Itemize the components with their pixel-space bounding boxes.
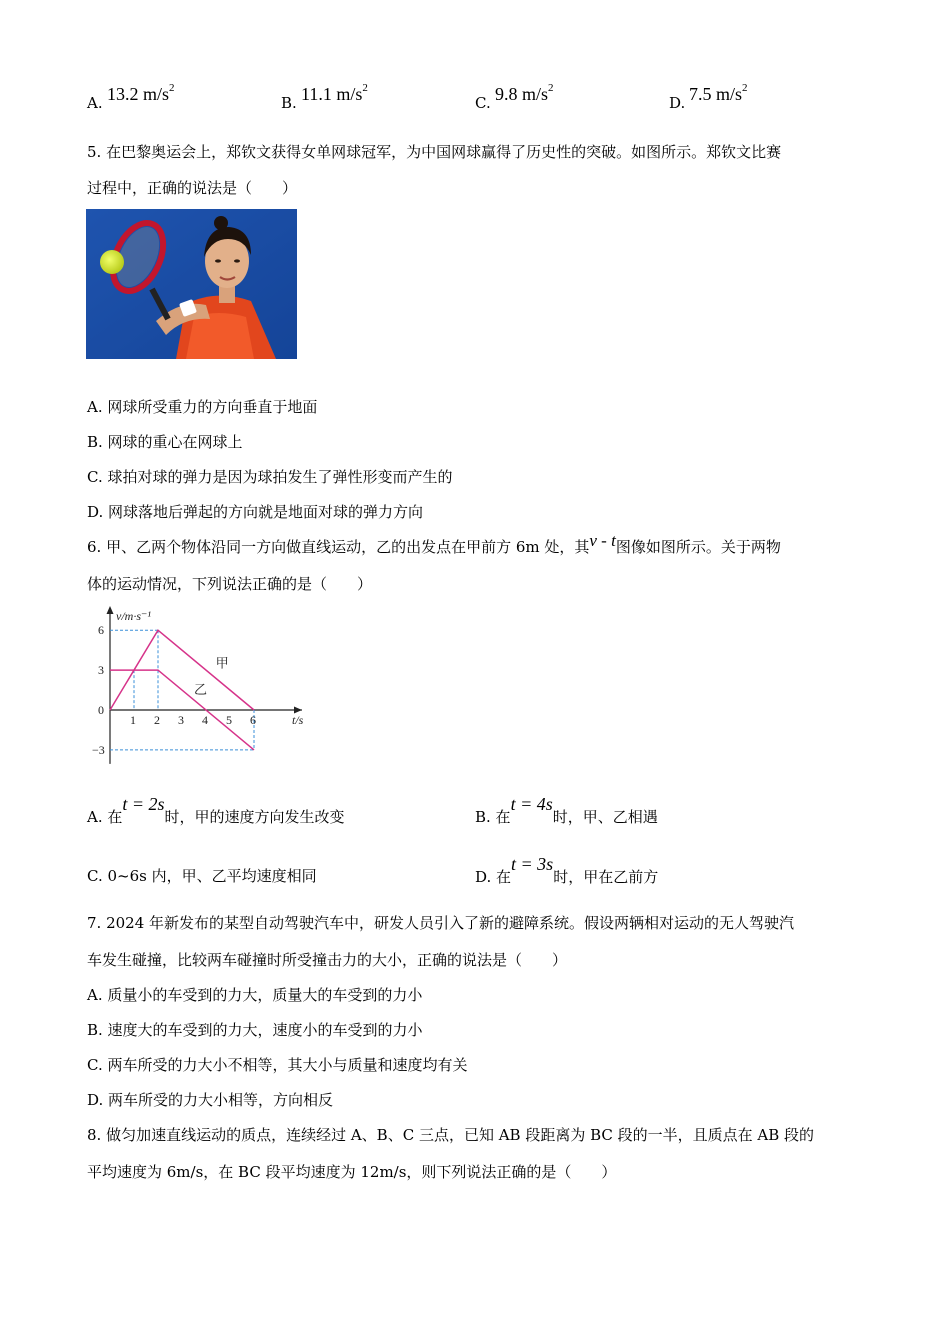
q7-stem-line1: 7. 2024 年新发布的某型自动驾驶汽车中，研发人员引入了新的避障系统。假设两辆相对运动的无人驾驶汽 bbox=[87, 914, 795, 932]
x-tick-label: 1 bbox=[130, 713, 136, 727]
q6-option-b: B. 在t = 4s时，甲、乙相遇 bbox=[475, 794, 658, 826]
q7-option-d: D. 两车所受的力大小相等，方向相反 bbox=[87, 1091, 334, 1109]
q4-option-a: A. 13.2 $m/s^2$ bbox=[87, 82, 175, 112]
q7-option-c: C. 两车所受的力大小不相等，其大小与质量和速度均有关 bbox=[87, 1056, 468, 1074]
vt-chart bbox=[86, 600, 326, 770]
q5-option-d: D. 网球落地后弹起的方向就是地面对球的弹力方向 bbox=[87, 503, 424, 521]
q5-option-a: A. 网球所受重力的方向垂直于地面 bbox=[87, 398, 318, 416]
y-axis-arrow bbox=[107, 606, 114, 614]
q8-stem-line1: 8. 做匀加速直线运动的质点，连续经过 A、B、C 三点，已知 AB 段距离为 BC 段的一半，且质点在 AB 段的 bbox=[87, 1126, 815, 1144]
series-label-yi: 乙 bbox=[194, 682, 208, 698]
x-axis-label: t/s bbox=[292, 713, 304, 727]
series-label-jia: 甲 bbox=[215, 655, 229, 671]
y-tick-label: 0 bbox=[98, 703, 104, 717]
q5-option-b: B. 网球的重心在网球上 bbox=[87, 433, 243, 451]
x-tick-label: 6 bbox=[250, 713, 256, 727]
q7-option-a: A. 质量小的车受到的力大，质量大的车受到的力小 bbox=[87, 986, 423, 1004]
q5-option-c: C. 球拍对球的弹力是因为球拍发生了弹性形变而产生的 bbox=[87, 468, 453, 486]
q6-option-a: A. 在t = 2s时，甲的速度方向发生改变 bbox=[87, 794, 345, 826]
q6-stem-line1: 6. 甲、乙两个物体沿同一方向做直线运动，乙的出发点在甲前方 6m 处，其v - t图像如图所示。关于两物 bbox=[87, 531, 781, 556]
y-axis-label: v/m·s⁻¹ bbox=[116, 609, 151, 623]
x-tick-label: 3 bbox=[178, 713, 184, 727]
q4-option-b: B. 11.1 $m/s^2$ bbox=[281, 82, 368, 112]
q7-stem-line2: 车发生碰撞，比较两车碰撞时所受撞击力的大小，正确的说法是（ ） bbox=[87, 951, 568, 969]
q5-stem-line2: 过程中，正确的说法是（ ） bbox=[87, 179, 298, 197]
tennis-photo-illustration bbox=[86, 209, 297, 359]
x-tick-label: 2 bbox=[154, 713, 160, 727]
x-tick-label: 4 bbox=[202, 713, 208, 727]
tennis-player-photo bbox=[86, 209, 297, 359]
y-tick-label: 6 bbox=[98, 623, 104, 638]
q6-stem-line2: 体的运动情况，下列说法正确的是（ ） bbox=[87, 575, 373, 593]
x-tick-label: 5 bbox=[226, 713, 232, 727]
q8-stem-line2: 平均速度为 6m/s，在 BC 段平均速度为 12m/s，则下列说法正确的是（ ） bbox=[87, 1163, 617, 1181]
q4-option-d: D. 7.5 $m/s^2$ bbox=[669, 82, 748, 112]
q7-option-b: B. 速度大的车受到的力大，速度小的车受到的力小 bbox=[87, 1021, 423, 1039]
y-tick-label: 3 bbox=[98, 663, 104, 678]
y-tick-label: −3 bbox=[92, 742, 105, 757]
q4-option-c: C. 9.8 $m/s^2$ bbox=[475, 82, 554, 112]
q6-option-c: C. 0~6s 内，甲、乙平均速度相同 bbox=[87, 867, 317, 885]
q5-stem-line1: 5. 在巴黎奥运会上，郑钦文获得女单网球冠军，为中国网球赢得了历史性的突破。如图所示。郑钦文比赛 bbox=[87, 143, 782, 161]
q6-option-d: D. 在t = 3s时，甲在乙前方 bbox=[475, 854, 659, 886]
